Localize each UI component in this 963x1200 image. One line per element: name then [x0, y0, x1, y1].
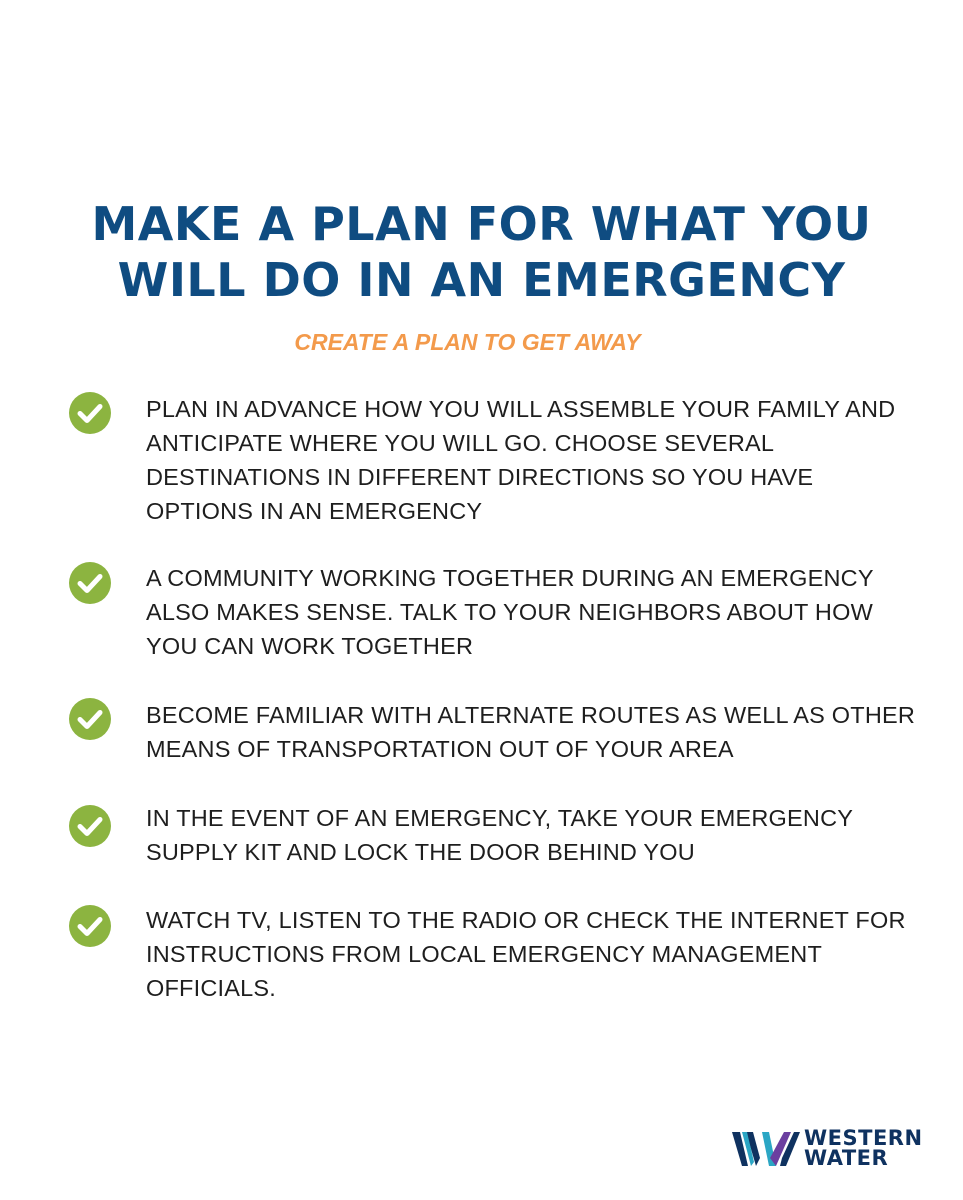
list-item-text: WATCH TV, LISTEN TO THE RADIO OR CHECK THE INTERNET FOR INSTRUCTIONS FROM LOCAL EMERGENCY MANAGEMENT OFFICIALS.	[146, 907, 906, 1001]
western-water-w-logo-icon	[732, 1128, 802, 1172]
title-line-2: WILL DO IN AN EMERGENCY	[117, 253, 846, 307]
logo-line-2: WATER	[804, 1146, 889, 1170]
title-line-1: MAKE A PLAN FOR WHAT YOU	[91, 197, 872, 251]
page-title	[0, 196, 963, 308]
logo-wordmark	[804, 1128, 923, 1168]
list-item-text: A COMMUNITY WORKING TOGETHER DURING AN EMERGENCY ALSO MAKES SENSE. TALK TO YOUR NEIGHBORS ABOUT HOW YOU CAN WORK TOGETHER	[146, 565, 874, 659]
western-water-logo	[732, 1128, 942, 1172]
checkmark-circle-icon	[69, 905, 111, 947]
list-item-text: PLAN IN ADVANCE HOW YOU WILL ASSEMBLE YOUR FAMILY AND ANTICIPATE WHERE YOU WILL GO. CHOOSE SEVERAL DESTINATIONS IN DIFFERENT DIRECTIONS SO YOU HAVE OPTIONS IN AN EMERGENCY	[146, 396, 896, 524]
subtitle: CREATE A PLAN TO GET AWAY	[294, 329, 641, 355]
checkmark-circle-icon	[69, 805, 111, 847]
list-item-text: IN THE EVENT OF AN EMERGENCY, TAKE YOUR EMERGENCY SUPPLY KIT AND LOCK THE DOOR BEHIND YOU	[146, 805, 854, 865]
logo-line-1: WESTERN	[804, 1126, 923, 1150]
list-item-text: BECOME FAMILIAR WITH ALTERNATE ROUTES AS WELL AS OTHER MEANS OF TRANSPORTATION OUT OF YOUR AREA	[146, 702, 916, 762]
checkmark-circle-icon	[69, 698, 111, 740]
checkmark-circle-icon	[69, 392, 111, 434]
checkmark-circle-icon	[69, 562, 111, 604]
